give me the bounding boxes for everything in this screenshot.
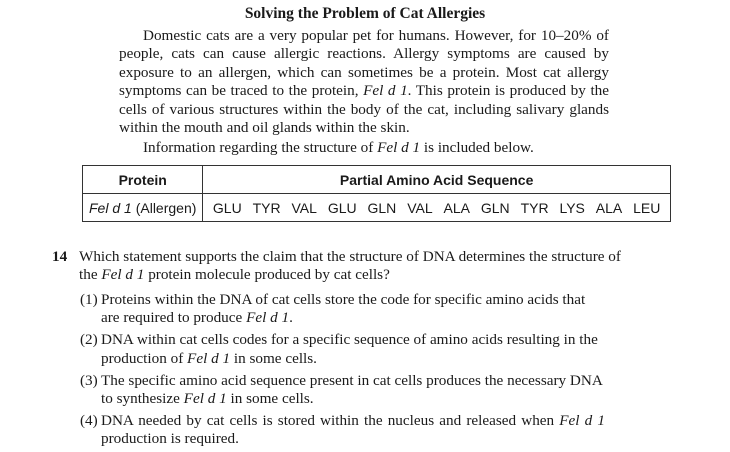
table-header-row (83, 166, 671, 194)
answer-option-1[interactable]: (1) Proteins within the DNA of cat cells store the code for specific amino acids that are required to produce Fel d 1. (80, 291, 586, 327)
question-number: 14 (52, 248, 68, 265)
protein-cell: Fel d 1 (Allergen) (83, 194, 203, 222)
answer-option-4[interactable]: (4) DNA needed by cat cells is stored within the nucleus and released when Fel d 1 production is required. (80, 411, 605, 448)
protein-name: Fel d 1 (363, 82, 408, 100)
passage-paragraph-2: Information regarding the structure of Fel d 1 is included below. (143, 139, 534, 157)
protein-name: Fel d 1 (377, 139, 421, 157)
amino-acid: GLU (327, 199, 357, 216)
amino-acid: GLN (367, 199, 397, 216)
amino-acid: ALA (443, 199, 470, 216)
passage-body (119, 27, 609, 158)
header-protein: Protein (83, 166, 203, 194)
passage-title: Solving the Problem of Cat Allergies (244, 5, 486, 22)
amino-acid: VAL (291, 199, 317, 216)
amino-acid-table (82, 165, 671, 222)
amino-acid: VAL (407, 199, 433, 216)
table-row (83, 194, 671, 222)
question-14 (52, 248, 642, 285)
amino-acid: TYR (252, 199, 281, 216)
amino-acid: GLU (212, 199, 242, 216)
answer-options (80, 291, 605, 452)
amino-acid: LYS (559, 199, 585, 216)
amino-acid: ALA (595, 199, 623, 216)
amino-acid: LEU (633, 199, 661, 216)
answer-option-2[interactable]: (2) DNA within cat cells codes for a specific sequence of amino acids resulting in the production of Fel d 1 in some cells. (80, 331, 598, 367)
question-stem: Which statement supports the claim that the structure of DNA determines the structure of the Fel d 1 protein molecule produced by cat cells? (79, 248, 621, 284)
amino-acid: GLN (480, 199, 510, 216)
answer-option-3[interactable]: (3) The specific amino acid sequence present in cat cells produces the necessary DNA to synthesize Fel d 1 in some cells. (80, 371, 602, 408)
sequence-cell (203, 194, 670, 222)
amino-acid: TYR (520, 199, 549, 216)
passage-paragraph-1: Domestic cats are a very popular pet for humans. However, for 10–20% of people, cats can cause allergic reactions. Allergy symptoms are caused by exposure to an allergen, which can sometimes be a protein. Most cat allergy symptoms can be traced to the protein, Fel d 1. This protein is produced by the cells of various structures within the body of the cat, including salivary glands within the mouth and oil glands within the skin. (119, 27, 609, 137)
header-sequence: Partial Amino Acid Sequence (203, 166, 670, 194)
